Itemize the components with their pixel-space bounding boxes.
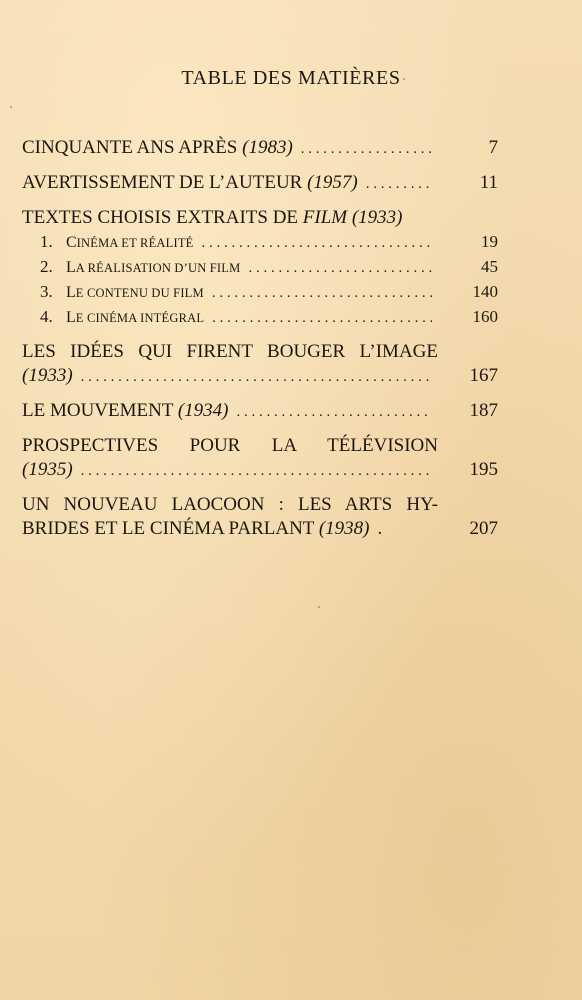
sub-entry[interactable] — [22, 230, 498, 255]
dot-leader — [248, 257, 432, 280]
sub-entry[interactable] — [22, 280, 498, 305]
sub-entry-initial: L — [66, 284, 76, 301]
entry-date: (1938) — [318, 518, 370, 539]
dot-leader — [202, 232, 432, 255]
page-number: 167 — [469, 365, 498, 386]
page-number: 19 — [481, 232, 498, 251]
entry-title: TEXTES CHOISIS EXTRAITS DE — [22, 207, 299, 228]
sub-entry-title: E CONTENU DU FILM — [75, 286, 204, 300]
toc-entry-cinquante-ans-apres[interactable] — [22, 136, 498, 161]
dot-leader — [212, 282, 432, 305]
dot-leader — [301, 137, 432, 161]
entry-film-title: FILM — [302, 207, 348, 228]
page-number: 11 — [479, 172, 498, 193]
paper-speck — [10, 106, 12, 108]
dot-leader — [366, 172, 432, 196]
paper-speck — [318, 606, 320, 608]
toc-entry-laocoon[interactable] — [22, 493, 498, 541]
entry-title: LES IDÉES QUI FIRENT BOUGER L’IMAGE — [22, 341, 438, 362]
toc-entry-mouvement[interactable] — [22, 399, 498, 424]
page-number: 160 — [472, 307, 498, 326]
dot-leader — [237, 400, 432, 424]
entry-title: UN NOUVEAU LAOCOON : LES ARTS HY- — [22, 494, 438, 515]
page-number: 207 — [469, 518, 498, 539]
sub-entry-number: 1. — [40, 232, 53, 251]
sub-entry-title: INÉMA ET RÉALITÉ — [76, 236, 194, 250]
sub-entry-number: 4. — [40, 307, 53, 326]
sub-entry[interactable] — [22, 255, 498, 280]
sub-entry-number: 3. — [40, 282, 53, 301]
entry-date: (1933) — [22, 365, 73, 386]
entry-title: AVERTISSEMENT DE L’AUTEUR — [22, 172, 303, 193]
page-title: TABLE DES MATIÈRES — [181, 67, 401, 89]
page-number: 45 — [481, 257, 498, 276]
entry-date: (1933) — [351, 207, 403, 228]
sub-entry-initial: C — [66, 234, 77, 251]
toc-entry-idees[interactable] — [22, 340, 498, 389]
entry-title-continued: BRIDES ET LE CINÉMA PARLANT — [22, 518, 315, 539]
table-of-contents — [22, 136, 498, 541]
entry-date: (1957) — [307, 172, 358, 193]
page-number: 195 — [469, 459, 498, 480]
sub-entry-initial: L — [66, 259, 76, 276]
entry-date: (1935) — [22, 459, 73, 480]
page-number: 187 — [469, 400, 498, 421]
dot-leader — [81, 459, 432, 483]
dot-leader — [212, 307, 432, 330]
toc-entry-avertissement[interactable] — [22, 171, 498, 196]
entry-date: (1983) — [242, 137, 293, 158]
entry-title: PROSPECTIVES POUR LA TÉLÉVISION — [22, 435, 438, 456]
sub-entries — [22, 230, 498, 330]
paper-speck — [403, 78, 405, 80]
toc-entry-textes-choisis — [22, 206, 498, 330]
dot-leader — [81, 365, 432, 389]
page-number: 140 — [472, 282, 498, 301]
entry-title: LE MOUVEMENT — [22, 400, 174, 421]
entry-title: CINQUANTE ANS APRÈS — [22, 137, 238, 158]
sub-entry-number: 2. — [40, 257, 53, 276]
sub-entry-title: A RÉALISATION D’UN FILM — [75, 261, 241, 275]
dot-leader: . — [377, 518, 383, 539]
sub-entry[interactable] — [22, 305, 498, 330]
toc-entry-prospectives[interactable] — [22, 434, 498, 483]
sub-entry-initial: L — [66, 309, 76, 326]
entry-date: (1934) — [177, 400, 229, 421]
sub-entry-title: E CINÉMA INTÉGRAL — [75, 311, 205, 325]
page-number: 7 — [488, 137, 498, 158]
